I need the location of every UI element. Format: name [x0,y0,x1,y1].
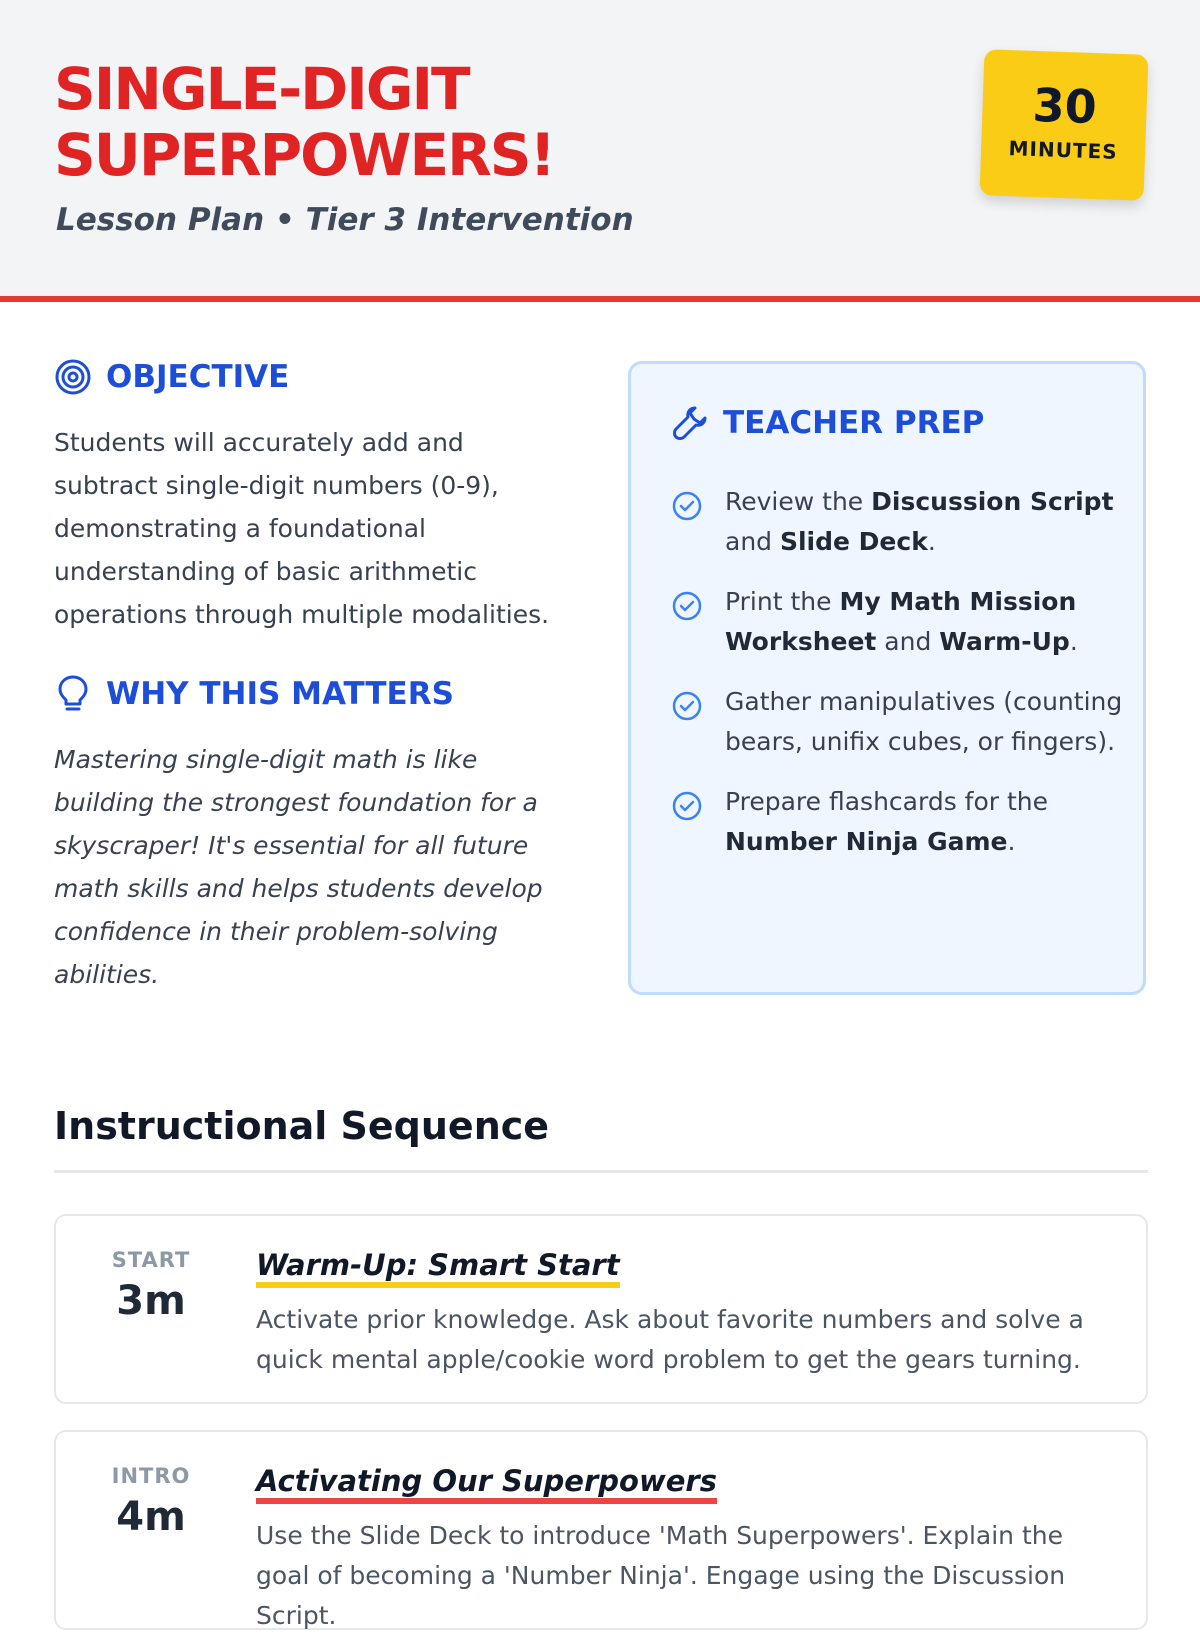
prep-item-text: Print the My Math Mission Worksheet and Warm-Up. [725,587,1078,656]
prep-item-text: Review the Discussion Script and Slide Deck. [725,487,1114,556]
lesson-subtitle: Lesson Plan • Tier 3 Intervention [56,202,634,238]
step-description: Activate prior knowledge. Ask about favorite numbers and solve a quick mental apple/cookie word problem to get the gears turning. [256,1305,1084,1374]
step-time: 3m [116,1278,186,1324]
lesson-header [0,0,1200,302]
prep-heading [671,404,984,442]
check-circle-icon [671,790,703,822]
prep-item-text: Prepare flashcards for the Number Ninja Game. [725,787,1049,856]
step-phase: START [111,1248,191,1272]
list-item [671,582,1131,662]
duration-number: 30 [1031,77,1098,135]
objective-heading [54,358,289,396]
objective-heading-label: OBJECTIVE [106,359,290,395]
check-circle-icon [671,690,703,722]
step-title: Warm-Up: Smart Start [256,1248,620,1282]
teacher-prep-card [628,361,1146,995]
why-heading-label: WHY THIS MATTERS [106,676,454,712]
prep-item-text: Gather manipulatives (counting bears, unifix cubes, or fingers). [725,687,1123,756]
lesson-title: SINGLE-DIGIT SUPERPOWERS! [54,55,554,189]
sequence-step-warmup [54,1214,1148,1404]
check-circle-icon [671,490,703,522]
wrench-icon [671,404,709,442]
lightbulb-icon [54,674,92,714]
list-item [671,782,1131,862]
sequence-step-intro [54,1430,1148,1630]
sequence-title: Instructional Sequence [54,1104,550,1148]
duration-badge [980,49,1149,201]
step-time: 4m [116,1494,186,1540]
objective-text: Students will accurately add and subtract single-digit numbers (0-9), demonstrating a foundational understanding of basic arithmetic operations through multiple modalities. [54,428,550,629]
why-heading [54,674,454,714]
target-icon [54,358,92,396]
prep-list [671,482,1131,882]
prep-heading-label: TEACHER PREP [723,405,985,441]
step-description: Use the Slide Deck to introduce 'Math Superpowers'. Explain the goal of becoming a 'Number Ninja'. Engage using the Discussion Script. [256,1521,1066,1630]
sequence-divider [54,1170,1148,1173]
list-item [671,482,1131,562]
step-title: Activating Our Superpowers [256,1464,717,1498]
why-text: Mastering single-digit math is like building the strongest foundation for a skyscraper! It's essential for all future math skills and helps students develop confidence in their problem-solving abilities. [54,745,543,989]
duration-unit: MINUTES [1008,136,1119,164]
list-item [671,682,1131,762]
check-circle-icon [671,590,703,622]
step-phase: INTRO [111,1464,191,1488]
